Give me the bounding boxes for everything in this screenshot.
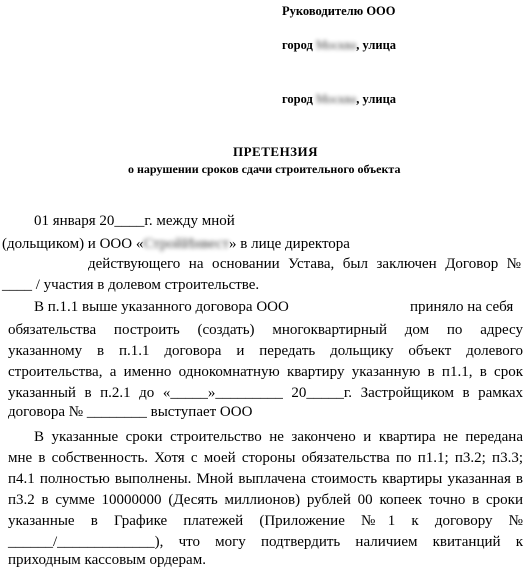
address-line-2: город Москва, улица [282, 92, 397, 106]
para1-last-line: договора № ________ выступает ООО [8, 404, 253, 420]
para2-line-6: ______/_____________), что могу подтвердить наличием квитанций к [8, 534, 523, 550]
para2-line-3: п4.1 полностью выполнены. Мной выплачена стоимость квартиры указанная в [8, 471, 523, 487]
para1-line-1b: приняло на себя [410, 299, 514, 315]
redacted-city: Москва [315, 38, 357, 52]
para1-line-1a: В п.1.1 выше указанного договора ООО [34, 299, 289, 315]
para1-line-5: указанный в п.2.1 до «_____»_________ 20_____г. Застройщиком в рамках [8, 385, 523, 401]
intro-line-2: (дольщиком) и ООО «СтройИнвест» в лице директора [2, 236, 350, 252]
intro-line-1: 01 января 20____г. между мной [34, 213, 235, 229]
para1-line-2: обязательства построить (создать) многоквартирный дом по адресу [8, 322, 523, 338]
para2-line-2: мне в собственность. Хотя с моей стороны обязательства по п1.1; п3.2; п3.3; [8, 450, 523, 466]
recipient-line: Руководителю ООО [282, 4, 396, 18]
para2-line-5: указанные в Графике платежей (Приложение №1 к договору № [8, 513, 523, 529]
para2-line-4: п3.2 в сумме 10000000 (Десять миллионов) рублей 00 копеек точно в сроки [8, 492, 523, 508]
intro-line-4: ____ / участия в долевом строительстве. [2, 277, 260, 293]
address-line-1: город Москва, улица [282, 38, 397, 52]
redacted-city: Москва [315, 92, 357, 106]
document-subtitle: о нарушении сроков сдачи строительного объекта [128, 162, 401, 176]
document-title: ПРЕТЕНЗИЯ [233, 144, 319, 159]
para1-line-3: указанному в п.1.1 договора и передать дольщику объект долевого [8, 343, 523, 359]
para2-line-1: В указанные сроки строительство не закончено и квартира не передана [34, 429, 523, 445]
para1-line-4: строительства, а именно однокомнатную квартиру указанную в п1.1, в срок [8, 364, 523, 380]
intro-line-3: действующего на основании Устава, был заключен Договор № [88, 256, 521, 272]
para2-last-line: приходным кассовым ордерам. [8, 552, 206, 568]
redacted-company: СтройИнвест [143, 236, 230, 252]
